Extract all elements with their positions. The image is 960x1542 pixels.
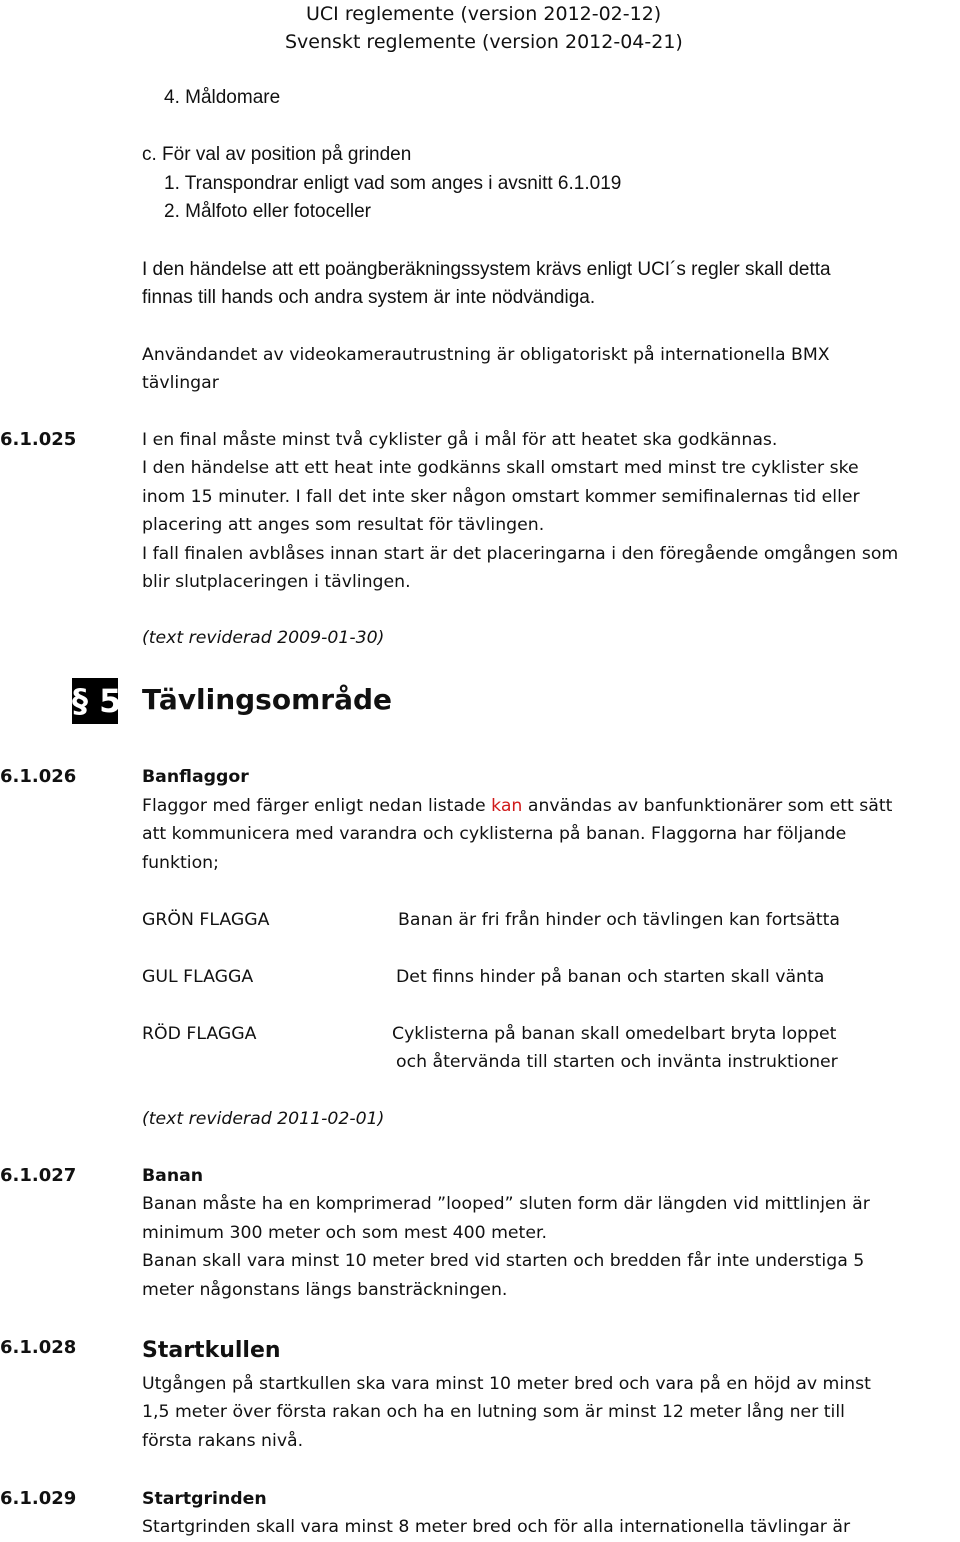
text-fragment: Flaggor med färger enligt nedan listade — [142, 796, 492, 816]
section-text-line: 1,5 meter över första rakan och ha en lutning som är minst 12 meter lång ner till — [142, 1402, 845, 1422]
section-title: Startgrinden — [142, 1489, 267, 1509]
section-text-line — [142, 792, 892, 821]
flag-description: Banan är fri från hinder och tävlingen kan fortsätta — [398, 910, 840, 930]
flag-description: och återvända till starten och invänta instruktioner — [396, 1052, 838, 1072]
paragraph-block — [72, 678, 122, 724]
flag-name: GRÖN FLAGGA — [142, 910, 270, 930]
header-line-1: UCI reglemente (version 2012-02-12) — [306, 3, 662, 25]
section-number: 6.1.026 — [0, 766, 77, 787]
section-text-line: meter någonstans längs bansträckningen. — [142, 1280, 508, 1300]
paragraph-symbol: § 5 — [72, 678, 118, 724]
flag-name: RÖD FLAGGA — [142, 1024, 257, 1044]
section-text-line: funktion; — [142, 853, 219, 873]
flag-description: Det finns hinder på banan och starten skall vänta — [396, 967, 825, 987]
section-text-line: Utgången på startkullen ska vara minst 10 meter bred och vara på en höjd av minst — [142, 1374, 871, 1394]
section-text-line: blir slutplaceringen i tävlingen. — [142, 572, 411, 592]
text-fragment: användas av banfunktionärer som ett sätt — [522, 796, 893, 816]
section-number: 6.1.029 — [0, 1488, 77, 1509]
intro-paragraph-line: I den händelse att ett poängberäkningssystem krävs enligt UCI´s regler skall detta — [142, 259, 831, 280]
section-text-line: I fall finalen avblåses innan start är det placeringarna i den föregående omgången som — [142, 544, 899, 564]
flag-name: GUL FLAGGA — [142, 967, 254, 987]
section-heading-maldomare: 4. Måldomare — [164, 87, 281, 108]
section-title: Banan — [142, 1166, 204, 1186]
section-text-line: första rakans nivå. — [142, 1431, 304, 1451]
section-text-line: minimum 300 meter och som mest 400 meter. — [142, 1223, 547, 1243]
section-number: 6.1.028 — [0, 1337, 77, 1358]
highlighted-word: kan — [491, 796, 523, 816]
video-paragraph-line: Användandet av videokamerautrustning är obligatoriskt på internationella BMX — [142, 345, 830, 365]
header-line-2: Svenskt reglemente (version 2012-04-21) — [285, 31, 683, 53]
section-number: 6.1.025 — [0, 429, 77, 450]
paragraph-title: Tävlingsområde — [142, 683, 392, 716]
section-text-line: placering att anges som resultat för tävlingen. — [142, 515, 545, 535]
section-title: Banflaggor — [142, 767, 249, 787]
section-text-line: att kommunicera med varandra och cyklisterna på banan. Flaggorna har följande — [142, 824, 847, 844]
list-title: c. För val av position på grinden — [142, 144, 412, 165]
list-item: 1. Transpondrar enligt vad som anges i avsnitt 6.1.019 — [164, 173, 622, 194]
video-paragraph-line: tävlingar — [142, 373, 219, 393]
section-text-line: Banan måste ha en komprimerad ”looped” sluten form där längden vid mittlinjen är — [142, 1194, 870, 1214]
section-number: 6.1.027 — [0, 1165, 77, 1186]
section-text-line: Startgrinden skall vara minst 8 meter bred och för alla internationella tävlingar är — [142, 1517, 851, 1537]
section-title: Startkullen — [142, 1338, 281, 1363]
section-text-line: I en final måste minst två cyklister gå i mål för att heatet ska godkännas. — [142, 430, 778, 450]
revision-note: (text reviderad 2011-02-01) — [142, 1109, 385, 1129]
revision-note: (text reviderad 2009-01-30) — [142, 628, 385, 648]
list-item: 2. Målfoto eller fotoceller — [164, 201, 371, 222]
section-text-line: inom 15 minuter. I fall det inte sker någon omstart kommer semifinalernas tid eller — [142, 487, 860, 507]
section-text-line: Banan skall vara minst 10 meter bred vid starten och bredden får inte understiga 5 — [142, 1251, 865, 1271]
section-text-line: I den händelse att ett heat inte godkänns skall omstart med minst tre cyklister ske — [142, 458, 859, 478]
flag-description: Cyklisterna på banan skall omedelbart bryta loppet — [392, 1024, 837, 1044]
intro-paragraph-line: finnas till hands och andra system är inte nödvändiga. — [142, 287, 596, 308]
